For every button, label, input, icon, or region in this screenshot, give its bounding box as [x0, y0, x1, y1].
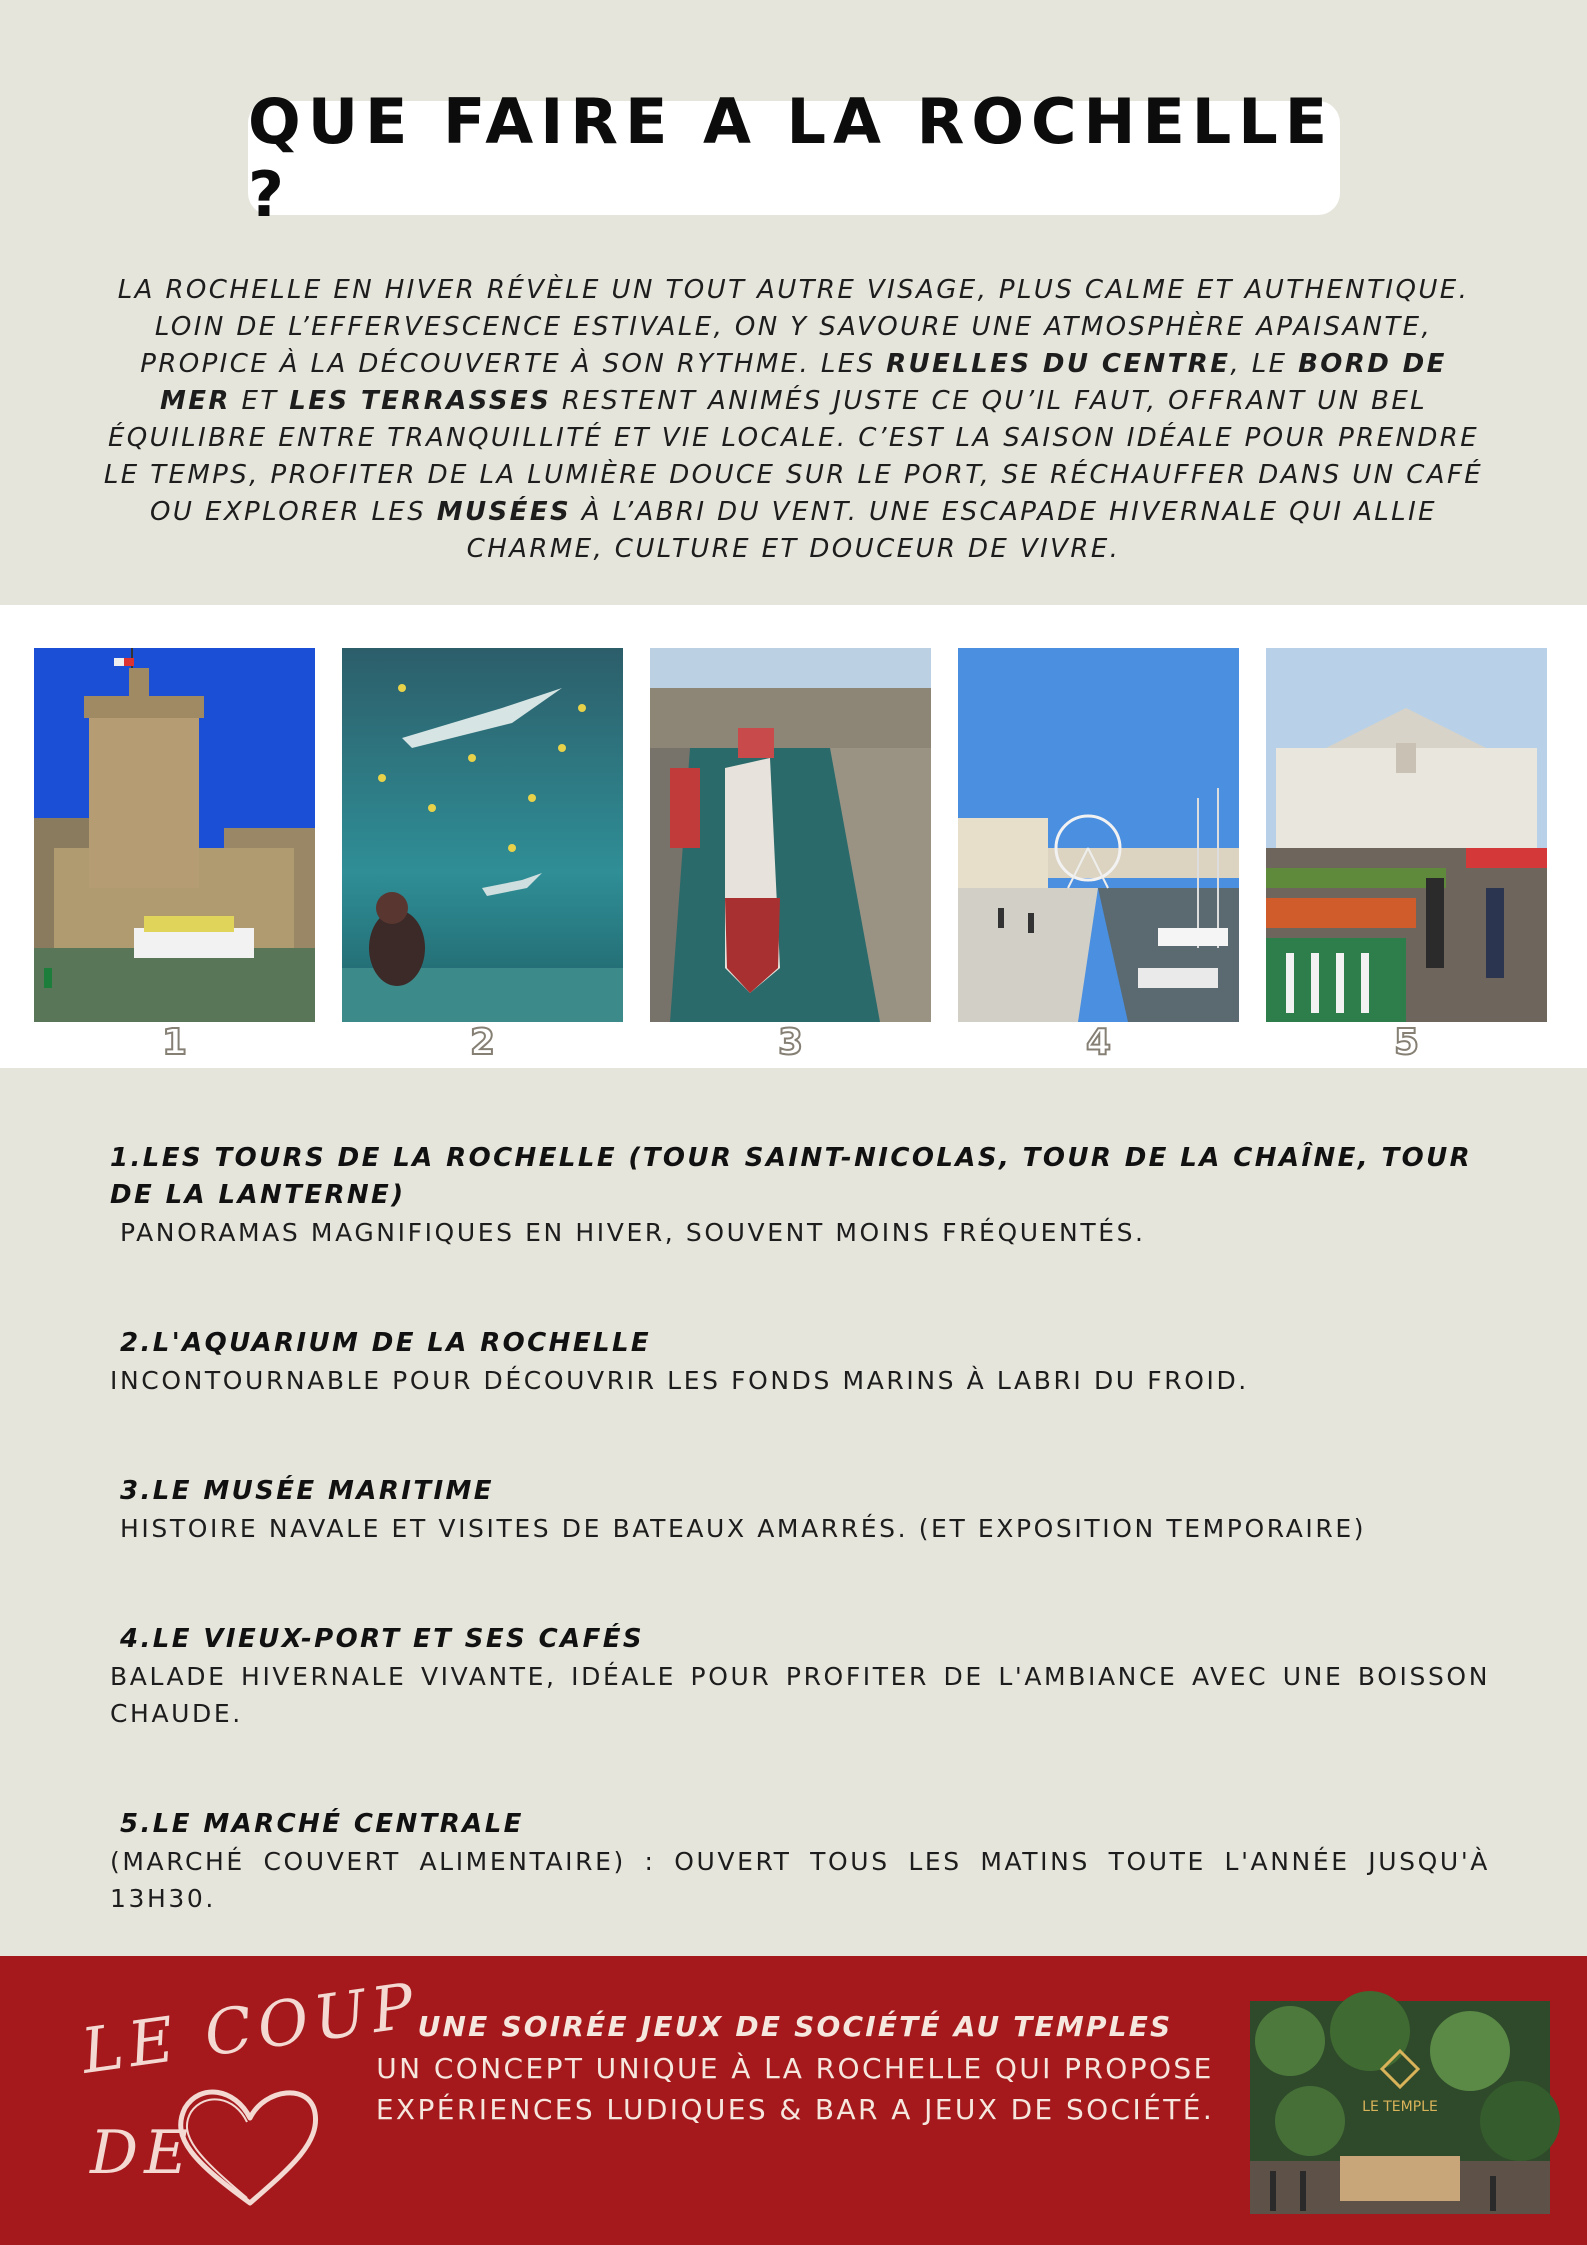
activity-item	[110, 1621, 1490, 1732]
coup-de-coeur-logo	[75, 1968, 425, 2218]
activity-item	[110, 1806, 1490, 1917]
activity-description: (MARCHÉ COUVERT ALIMENTAIRE) : OUVERT TOUS LES MATINS TOUTE L'ANNÉE JUSQU'À 13H30.	[110, 1847, 1490, 1913]
intro-highlight: RUELLES DU CENTRE	[886, 349, 1231, 379]
temple-sign: LE TEMPLE	[1362, 2099, 1438, 2115]
activity-title: 5.LE MARCHÉ CENTRALE	[120, 1809, 524, 1839]
intro-text: LA ROCHELLE EN HIVER RÉVÈLE UN TOUT AUTRE VISAGE, PLUS CALME ET AUTHENTIQUE. LOIN DE L’EFFERVESCENCE ESTIVALE, ON Y SAVOURE UNE ATMOSPHÈRE APAISANTE, PROPICE À LA DÉCOUVERTE À SON RYTHME. LES	[117, 275, 1470, 379]
footer-text	[370, 2006, 1220, 2130]
intro-text: À L’ABRI DU VENT. UNE ESCAPADE HIVERNALE QUI ALLIE CHARME, CULTURE ET DOUCEUR DE VIVRE.	[466, 497, 1437, 564]
activity-title: 4.LE VIEUX-PORT ET SES CAFÉS	[120, 1624, 645, 1654]
photo-number: 5	[1393, 1022, 1420, 1063]
coup-line-2: DE	[90, 2118, 194, 2188]
photo-number: 4	[1085, 1022, 1112, 1063]
footer-banner	[0, 1956, 1587, 2245]
heart-icon	[181, 2092, 316, 2203]
photo-marche-central	[1266, 648, 1547, 1022]
activity-item	[110, 1325, 1490, 1399]
activity-title: 2.L'AQUARIUM DE LA ROCHELLE	[120, 1328, 652, 1358]
photo-number: 2	[469, 1022, 496, 1063]
activity-description: BALADE HIVERNALE VIVANTE, IDÉALE POUR PROFITER DE L'AMBIANCE AVEC UNE BOISSON CHAUDE.	[110, 1662, 1490, 1728]
activity-description: INCONTOURNABLE POUR DÉCOUVRIR LES FONDS MARINS À LABRI DU FROID.	[110, 1366, 1249, 1395]
activity-title: 3.LE MUSÉE MARITIME	[120, 1476, 494, 1506]
intro-text: ET	[230, 386, 290, 416]
photo-musee-maritime	[650, 648, 931, 1022]
footer-title: UNE SOIRÉE JEUX DE SOCIÉTÉ AU TEMPLES	[417, 2010, 1173, 2043]
intro-text: RESTENT ANIMÉS JUSTE CE QU’IL FAUT, OFFRANT UN BEL ÉQUILIBRE ENTRE TRANQUILLITÉ ET VIE LOCALE. C’EST LA SAISON IDÉALE POUR PRENDRE LE TEMPS, PROFITER DE LA LUMIÈRE DOUCE SUR LE PORT, SE RÉCHAUFFER DANS UN CAFÉ OU EXPLORER LES	[103, 386, 1484, 527]
activity-item	[110, 1140, 1490, 1251]
photo-vieux-port	[958, 648, 1239, 1022]
photo-number: 1	[161, 1022, 188, 1063]
photo-number: 3	[777, 1022, 804, 1063]
activity-title: 1.LES TOURS DE LA ROCHELLE (TOUR SAINT-NICOLAS, TOUR DE LA CHAÎNE, TOUR DE LA LANTERNE)	[110, 1143, 1473, 1210]
activity-description: PANORAMAS MAGNIFIQUES EN HIVER, SOUVENT MOINS FRÉQUENTÉS.	[120, 1218, 1146, 1247]
intro-text: , LE	[1230, 349, 1299, 379]
footer-description: UN CONCEPT UNIQUE À LA ROCHELLE QUI PROPOSE EXPÉRIENCES LUDIQUES & BAR A JEUX DE SOCIÉTÉ.	[375, 2052, 1215, 2126]
intro-highlight: LES TERRASSES	[289, 386, 552, 416]
intro-paragraph	[100, 272, 1487, 568]
activity-item	[110, 1473, 1490, 1547]
photo-tour-saint-nicolas	[34, 648, 315, 1022]
photo-le-temple	[1250, 2001, 1550, 2214]
photo-aquarium	[342, 648, 623, 1022]
activity-description: HISTOIRE NAVALE ET VISITES DE BATEAUX AMARRÉS. (ET EXPOSITION TEMPORAIRE)	[120, 1514, 1367, 1543]
coup-line-1: LE COUP	[76, 1968, 425, 2088]
photo-strip	[0, 605, 1587, 1068]
title-box	[248, 85, 1340, 231]
intro-highlight: MUSÉES	[436, 497, 572, 527]
intro-highlight: BORD DE MER	[159, 349, 1447, 416]
page-title: QUE FAIRE A LA ROCHELLE ?	[248, 85, 1335, 231]
